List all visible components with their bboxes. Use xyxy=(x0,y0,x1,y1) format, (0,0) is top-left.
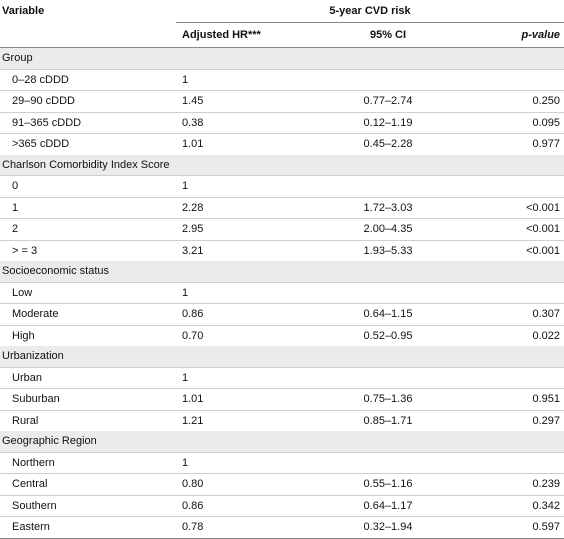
ci-cell: 0.45–2.28 xyxy=(308,134,468,155)
table-row xyxy=(0,389,564,411)
p-value-cell: <0.001 xyxy=(468,219,564,241)
p-value-header xyxy=(468,23,564,48)
section-row xyxy=(0,48,564,70)
ci-cell: 0.64–1.17 xyxy=(308,495,468,517)
row-label: > = 3 xyxy=(0,240,176,261)
row-label: Rural xyxy=(0,410,176,431)
table-row xyxy=(0,240,564,261)
table-row xyxy=(0,474,564,496)
hr-cell: 1.01 xyxy=(176,134,308,155)
p-value-cell xyxy=(468,176,564,198)
row-label: 29–90 cDDD xyxy=(0,91,176,113)
p-value-cell: 0.342 xyxy=(468,495,564,517)
table-row xyxy=(0,367,564,389)
hr-cell: 1.45 xyxy=(176,91,308,113)
section-row xyxy=(0,431,564,452)
ci-cell: 0.52–0.95 xyxy=(308,325,468,346)
table-row xyxy=(0,112,564,134)
hr-cell: 0.38 xyxy=(176,112,308,134)
table-body xyxy=(0,48,564,539)
table-row xyxy=(0,517,564,539)
section-title: Group xyxy=(0,48,564,70)
row-label: 2 xyxy=(0,219,176,241)
ci-cell: 0.77–2.74 xyxy=(308,91,468,113)
ci-cell: 0.55–1.16 xyxy=(308,474,468,496)
ci-header: 95% CI xyxy=(308,23,468,48)
row-label: Northern xyxy=(0,452,176,474)
row-label: Low xyxy=(0,282,176,304)
ci-cell xyxy=(308,282,468,304)
table-row xyxy=(0,176,564,198)
p-value-header-text: p-value xyxy=(521,29,561,41)
row-label: Moderate xyxy=(0,304,176,326)
p-value-cell: 0.977 xyxy=(468,134,564,155)
row-label: High xyxy=(0,325,176,346)
p-value-cell: 0.307 xyxy=(468,304,564,326)
table-row xyxy=(0,495,564,517)
hr-cell: 1.21 xyxy=(176,410,308,431)
hr-cell: 0.78 xyxy=(176,517,308,539)
hr-cell: 0.86 xyxy=(176,304,308,326)
hr-cell: 0.80 xyxy=(176,474,308,496)
p-value-cell xyxy=(468,282,564,304)
ci-cell xyxy=(308,69,468,91)
p-value-cell xyxy=(468,452,564,474)
table-row xyxy=(0,304,564,326)
blank-header-cell xyxy=(0,23,176,48)
p-value-cell: 0.597 xyxy=(468,517,564,539)
row-label: 0–28 cDDD xyxy=(0,69,176,91)
p-value-cell xyxy=(468,69,564,91)
row-label: Urban xyxy=(0,367,176,389)
p-value-cell xyxy=(468,367,564,389)
header-row-2 xyxy=(0,23,564,48)
section-title: Urbanization xyxy=(0,346,564,367)
row-label: 1 xyxy=(0,197,176,219)
table-row xyxy=(0,219,564,241)
ci-cell: 2.00–4.35 xyxy=(308,219,468,241)
hr-cell: 2.28 xyxy=(176,197,308,219)
table-row xyxy=(0,282,564,304)
ci-cell: 1.72–3.03 xyxy=(308,197,468,219)
ci-cell xyxy=(308,176,468,198)
p-value-cell: 0.250 xyxy=(468,91,564,113)
variable-header: Variable xyxy=(2,5,45,17)
ci-cell xyxy=(308,452,468,474)
p-value-cell: <0.001 xyxy=(468,240,564,261)
hr-cell: 2.95 xyxy=(176,219,308,241)
row-label: 0 xyxy=(0,176,176,198)
ci-cell: 0.64–1.15 xyxy=(308,304,468,326)
hr-cell: 0.70 xyxy=(176,325,308,346)
row-label: Southern xyxy=(0,495,176,517)
row-label: Central xyxy=(0,474,176,496)
ci-cell: 0.85–1.71 xyxy=(308,410,468,431)
hr-cell: 1 xyxy=(176,452,308,474)
section-title: Geographic Region xyxy=(0,431,564,452)
section-row xyxy=(0,261,564,282)
cvd-risk-header: 5-year CVD risk xyxy=(176,0,564,23)
ci-cell xyxy=(308,367,468,389)
row-label: Suburban xyxy=(0,389,176,411)
ci-cell: 0.12–1.19 xyxy=(308,112,468,134)
section-row xyxy=(0,155,564,176)
row-label: >365 cDDD xyxy=(0,134,176,155)
hr-cell: 1 xyxy=(176,176,308,198)
p-value-cell: 0.297 xyxy=(468,410,564,431)
p-value-cell: 0.022 xyxy=(468,325,564,346)
p-value-cell: 0.239 xyxy=(468,474,564,496)
table-row xyxy=(0,197,564,219)
adjusted-hr-header: Adjusted HR*** xyxy=(176,23,308,48)
table-row xyxy=(0,91,564,113)
hr-cell: 1 xyxy=(176,69,308,91)
ci-cell: 0.75–1.36 xyxy=(308,389,468,411)
hr-cell: 1.01 xyxy=(176,389,308,411)
p-value-cell: 0.095 xyxy=(468,112,564,134)
hr-cell: 1 xyxy=(176,367,308,389)
table-row xyxy=(0,410,564,431)
hr-cell: 3.21 xyxy=(176,240,308,261)
section-title: Socioeconomic status xyxy=(0,261,564,282)
hr-cell: 1 xyxy=(176,282,308,304)
p-value-cell: <0.001 xyxy=(468,197,564,219)
ci-cell: 0.32–1.94 xyxy=(308,517,468,539)
header-row-1 xyxy=(0,0,564,23)
section-title: Charlson Comorbidity Index Score xyxy=(0,155,564,176)
table-row xyxy=(0,134,564,155)
table-row xyxy=(0,69,564,91)
ci-cell: 1.93–5.33 xyxy=(308,240,468,261)
p-value-cell: 0.951 xyxy=(468,389,564,411)
row-label: 91–365 cDDD xyxy=(0,112,176,134)
table-row xyxy=(0,452,564,474)
row-label: Eastern xyxy=(0,517,176,539)
hr-cell: 0.86 xyxy=(176,495,308,517)
table-row xyxy=(0,325,564,346)
section-row xyxy=(0,346,564,367)
